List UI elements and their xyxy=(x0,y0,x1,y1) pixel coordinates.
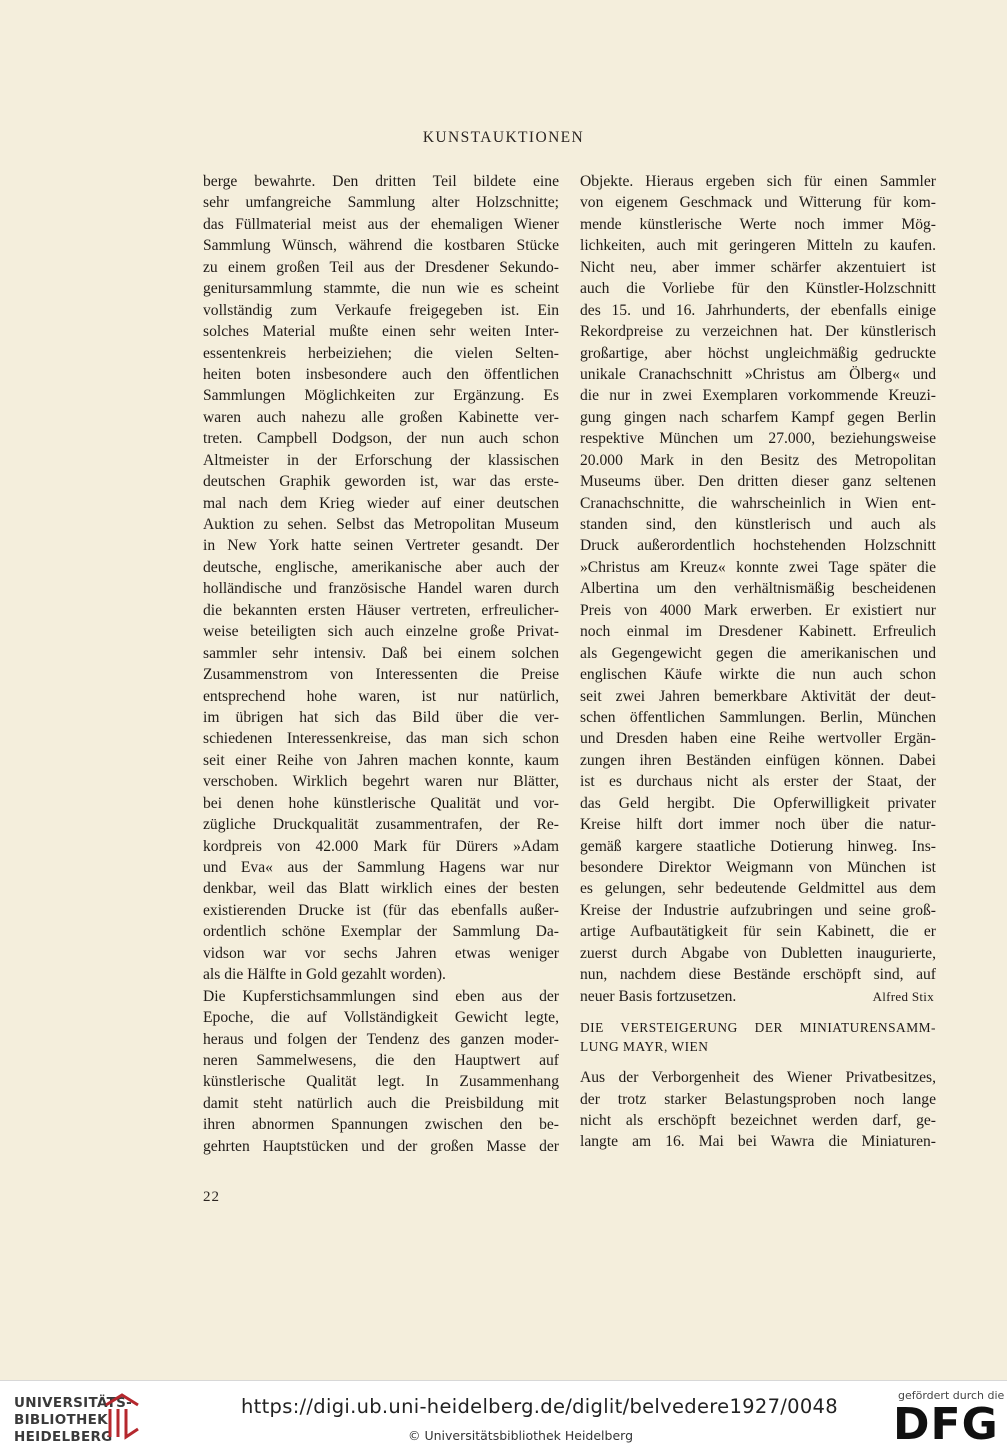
text-line: Preis von 4000 Mark erwerben. Er existiert nur xyxy=(580,601,936,619)
left-column xyxy=(203,171,559,1157)
text-line: sammler sehr intensiv. Daß bei einem solchen xyxy=(203,644,559,662)
text-line: großartige, aber höchst ungleichmäßig gedruckte xyxy=(580,344,936,362)
text-line: Kreise der Industrie aufzubringen und seine groß- xyxy=(580,901,936,919)
text-line: Die Kupferstichsammlungen sind eben aus der xyxy=(203,987,559,1005)
text-line: schiedenen Interessenkreise, das man sich schon xyxy=(203,730,559,748)
text-line: es gelungen, sehr bedeutende Geldmittel aus dem xyxy=(580,880,936,898)
text-line: gehrten Hauptstücken und der großen Masse der xyxy=(203,1137,559,1155)
text-line: Auktion zu sehen. Selbst das Metropolitan Museum xyxy=(203,516,559,533)
text-line: vollständig zum Verkaufe freigegeben ist. Ein xyxy=(203,301,559,319)
text-line: waren auch nahezu alle großen Kabinette ver- xyxy=(203,408,559,426)
text-line: nun, nachdem diese Bestände erschöpft sind, auf xyxy=(580,966,936,984)
text-line: neren Sammelwesens, die den Hauptwert auf xyxy=(203,1051,559,1069)
text-line: mende künstlerische Werte noch immer Mög- xyxy=(580,215,936,233)
text-line: gemäß kargere staatliche Dotierung hinweg. Ins- xyxy=(580,837,936,855)
text-line: zungen ihren Beständen einfügen können. Dabei xyxy=(580,751,936,769)
text-line: lichkeiten, auch mit geringeren Mitteln zu kaufen. xyxy=(580,237,936,255)
author-signature: Alfred Stix xyxy=(872,988,934,1004)
text-line: besondere Direktor Weigmann von München ist xyxy=(580,859,936,876)
text-line: von eigenem Geschmack und Witterung für kom- xyxy=(580,194,936,212)
text-line: Sammlung Wünsch, während die kostbaren Stücke xyxy=(203,237,559,255)
running-head: KUNSTAUKTIONEN xyxy=(422,129,585,146)
text-line: Cranachschnitte, die wahrscheinlich in Wien ent- xyxy=(580,494,936,512)
section-heading-line: DIE VERSTEIGERUNG DER MINIATURENSAMM- xyxy=(580,1020,936,1036)
text-line: verschoben. Wirklich begehrt waren nur Blätter, xyxy=(203,773,559,791)
text-line: und Dresden haben eine Reihe wertvoller Ergän- xyxy=(580,730,936,748)
text-line: weise beteiligten sich auch einzelne große Privat- xyxy=(203,623,559,641)
text-line: holländische und französische Handel waren durch xyxy=(203,580,559,598)
footer-bar xyxy=(0,1380,1007,1453)
text-line: kordpreis von 42.000 Mark für Dürers »Adam xyxy=(203,837,559,855)
text-line: Altmeister in der Erforschung der klassischen xyxy=(203,451,559,469)
text-line: heiten boten insbesondere auch den öffentlichen xyxy=(203,365,559,383)
text-line: künstlerische Qualität legt. In Zusammenhang xyxy=(203,1073,559,1091)
text-line: Zusammenstrom von Interessenten die Preise xyxy=(203,666,559,684)
text-line: essentenkreis herbeiziehen; die vielen Selten- xyxy=(203,344,559,362)
text-line: gung gingen nach scharfem Kampf gegen Berlin xyxy=(580,408,936,426)
text-line: deutschen Graphik geworden ist, war das erste- xyxy=(203,473,559,491)
library-name-line: HEIDELBERG xyxy=(14,1429,113,1445)
text-line: in New York hatte seinen Vertreter gesandt. Der xyxy=(203,537,559,555)
text-line: bei denen hohe künstlerische Qualität und vor- xyxy=(203,794,559,812)
text-line: 20.000 Mark in den Besitz des Metropolitan xyxy=(580,451,936,469)
text-line: »Christus am Kreuz« konnte zwei Tage später die xyxy=(580,558,936,576)
text-line: entsprechend hohe waren, ist nur natürlich, xyxy=(203,687,559,705)
text-line: deutsche, englische, amerikanische aber auch der xyxy=(203,558,559,576)
text-line: ordentlich schöne Exemplar der Sammlung Da- xyxy=(203,923,559,941)
text-line: der trotz starker Belastungsproben noch lange xyxy=(580,1090,936,1108)
closing-line xyxy=(580,986,936,1007)
text-line: ihren abnormen Spannungen zwischen den be- xyxy=(203,1116,559,1134)
text-line: das Füllmaterial meist aus der ehemaligen Wiener xyxy=(203,215,559,233)
copyright-notice: © Universitätsbibliothek Heidelberg xyxy=(408,1428,634,1443)
text-line: seit zwei Jahren bemerkbare Aktivität der deut- xyxy=(580,687,936,705)
text-line: Aus der Verborgenheit des Wiener Privatbesitzes, xyxy=(580,1069,936,1087)
text-line: mal nach dem Krieg wieder auf einer deutschen xyxy=(203,494,559,512)
text-line: Museums über. Den dritten dieser ganz seltenen xyxy=(580,473,936,491)
section-text xyxy=(580,1067,936,1153)
right-column-body xyxy=(580,171,936,986)
text-line: die nur in zwei Exemplaren vorkommende Kreuzi- xyxy=(580,387,936,405)
text-line: heraus und folgen der Tendenz des ganzen moder- xyxy=(203,1030,559,1048)
text-line: als Gegengewicht gegen die amerikanischen und xyxy=(580,644,936,662)
text-line: Kreise hilft dort immer noch über die natur- xyxy=(580,816,936,834)
library-name-line: UNIVERSITÄTS- xyxy=(14,1395,133,1411)
right-column xyxy=(580,171,936,1153)
text-line: zügliche Druckqualität zusammentrafen, der Re- xyxy=(203,816,559,834)
text-line: nicht als erschöpft bezeichnet werden darf, ge- xyxy=(580,1111,936,1129)
text-line: respektive München um 27.000, beziehungsweise xyxy=(580,430,936,448)
text-line: zu einem großen Teil aus der Dresdener Sekundo- xyxy=(203,258,559,276)
text-line: Epoche, die auf Vollständigkeit Gewicht legte, xyxy=(203,1009,559,1027)
spacer xyxy=(580,1056,936,1067)
funding-note: gefördert durch die xyxy=(898,1389,1005,1402)
text-line: genitursammlung stammte, die nun wie es scheint xyxy=(203,280,559,298)
text-line: seit einer Reihe von Jahren machen konnte, kaum xyxy=(203,751,559,769)
dfg-logo: DFG xyxy=(893,1399,999,1450)
page-number: 22 xyxy=(203,1189,220,1205)
text-line: schen öffentlichen Sammlungen. Berlin, München xyxy=(580,708,936,726)
text-line: englischen Käufe wirkte die nun auch schon xyxy=(580,666,936,684)
text-line: langte am 16. Mai bei Wawra die Miniaturen- xyxy=(580,1133,936,1151)
text-line: vidson war vor sechs Jahren etwas weniger xyxy=(203,944,559,962)
library-name-line: BIBLIOTHEK xyxy=(14,1412,108,1428)
text-line: solches Material mußte einen sehr weiten Inter- xyxy=(203,323,559,341)
library-logo-icon xyxy=(102,1391,142,1441)
text-line: und Eva« aus der Sammlung Hagens war nur xyxy=(203,859,559,876)
text-line: des 15. und 16. Jahrhunderts, der ebenfalls einige xyxy=(580,301,936,319)
text-line: unikale Cranachschnitt »Christus am Ölberg« und xyxy=(580,365,936,383)
text-line: Objekte. Hieraus ergeben sich für einen Sammler xyxy=(580,173,936,190)
text-line: damit steht natürlich auch die Preisbildung mit xyxy=(203,1094,559,1112)
text-line: die bekannten ersten Häuser vertreten, erfreulicher- xyxy=(203,601,559,619)
text-line: berge bewahrte. Den dritten Teil bildete eine xyxy=(203,173,559,190)
text-line: Druck außerordentlich hochstehenden Holzschnitt xyxy=(580,537,936,555)
text-line: Albertina um den verhältnismäßig bescheidenen xyxy=(580,580,936,598)
text-line: zuerst durch Abgabe von Dubletten inaugurierte, xyxy=(580,944,936,962)
text-line: sehr umfangreiche Sammlung alter Holzschnitte; xyxy=(203,194,559,212)
right-column-last-line: neuer Basis fortzusetzen. xyxy=(580,987,737,1005)
text-line: Rekordpreise zu verzeichnen hat. Der künstlerisch xyxy=(580,323,936,341)
document-url-link[interactable]: https://digi.ub.uni-heidelberg.de/diglit/belvedere1927/0048 xyxy=(241,1395,838,1418)
text-line: Nicht neu, aber immer schärfer akzentuiert ist xyxy=(580,258,936,276)
text-line: noch einmal im Dresdener Kabinett. Erfreulich xyxy=(580,623,936,641)
text-line: artige Aufbautätigkeit für sein Kabinett, die er xyxy=(580,923,936,941)
text-line: auch die Vorliebe für den Künstler-Holzschnitt xyxy=(580,280,936,298)
text-line: existierenden Drucke ist (für das ebenfalls außer- xyxy=(203,901,559,919)
text-line: denkbar, weil das Blatt wirklich eines der besten xyxy=(203,880,559,898)
text-line: das Geld hergibt. Die Opferwilligkeit privater xyxy=(580,794,936,812)
text-line: ist es durchaus nicht als erster der Staat, der xyxy=(580,773,936,791)
text-line: als die Hälfte in Gold gezahlt worden). xyxy=(203,966,446,984)
text-line: im übrigen hat sich das Bild über die ver- xyxy=(203,708,559,726)
text-line: standen sind, den künstlerisch und auch als xyxy=(580,516,936,533)
text-line: Sammlungen Möglichkeiten zur Ergänzung. Es xyxy=(203,387,559,405)
section-heading xyxy=(580,1018,936,1056)
section-heading-line: LUNG MAYR, WIEN xyxy=(580,1039,709,1055)
text-line: treten. Campbell Dodgson, der nun auch schon xyxy=(203,430,559,448)
